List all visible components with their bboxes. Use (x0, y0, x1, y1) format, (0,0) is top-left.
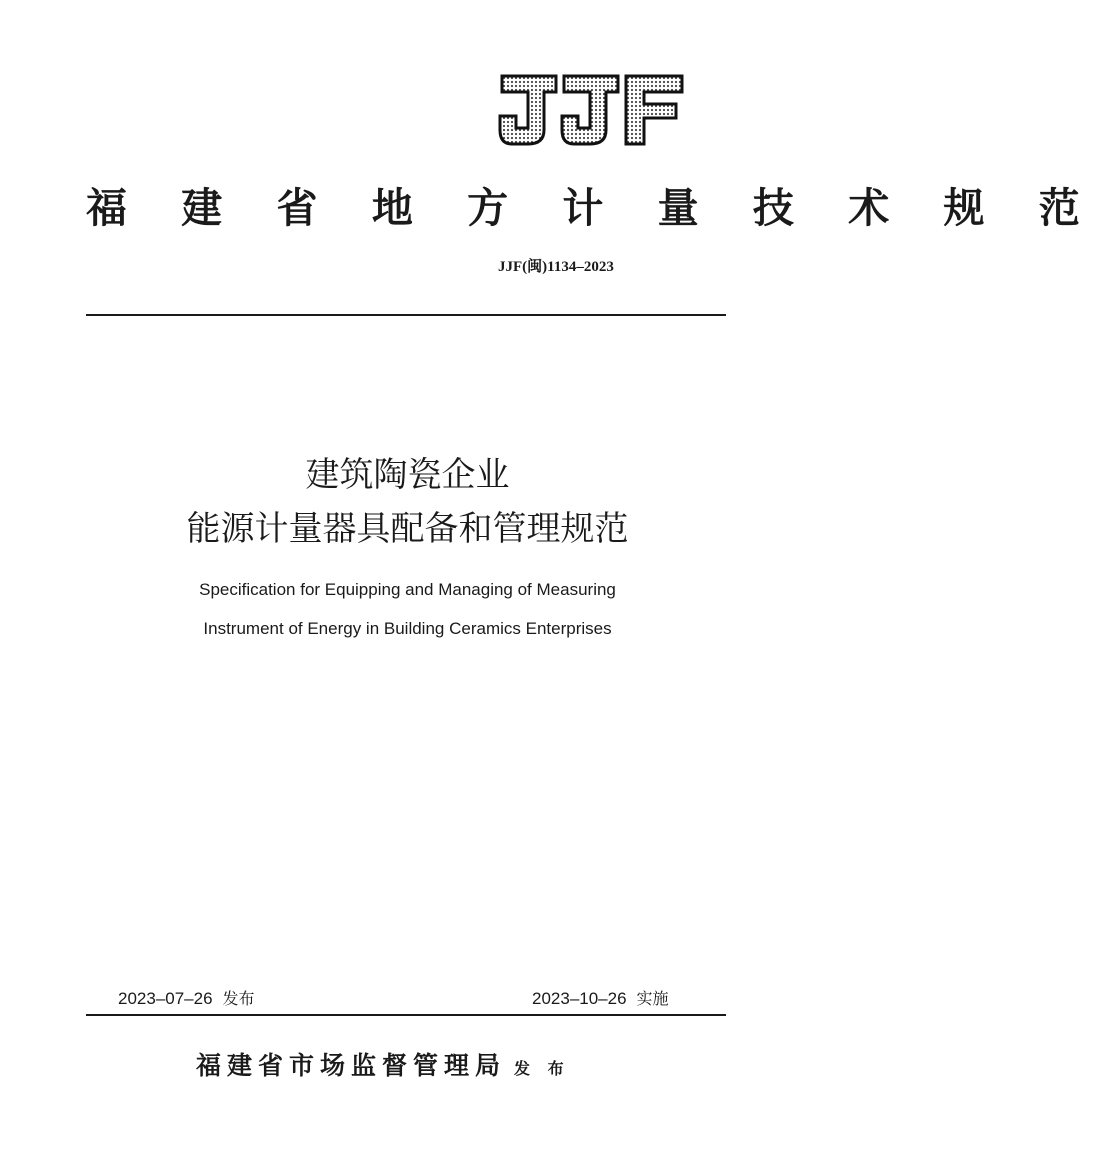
bottom-divider (86, 1014, 726, 1016)
jjf-logo (498, 72, 684, 148)
publisher-block (196, 1046, 570, 1082)
publish-label: 发布 (222, 989, 255, 1008)
publisher-suffix: 发 布 (514, 1059, 570, 1078)
publish-date-block (118, 986, 255, 1009)
top-divider (86, 314, 726, 316)
document-title-line-2: 能源计量器具配备和管理规范 (186, 509, 629, 549)
standard-number: JJF(闽)1134–2023 (498, 259, 614, 275)
standard-category-title: 福 建 省 地 方 计 量 技 术 规 范 (86, 184, 1100, 232)
publisher-name: 福建省市场监督管理局 (196, 1051, 507, 1080)
document-title-line-1: 建筑陶瓷企业 (305, 455, 510, 495)
effective-label: 实施 (636, 989, 669, 1008)
effective-date: 2023–10–26 (532, 989, 627, 1008)
effective-date-block (532, 986, 669, 1009)
english-title-line-1: Specification for Equipping and Managing of Measuring (199, 580, 616, 599)
publish-date: 2023–07–26 (118, 989, 213, 1008)
english-title-line-2: Instrument of Energy in Building Ceramics Enterprises (203, 619, 612, 638)
